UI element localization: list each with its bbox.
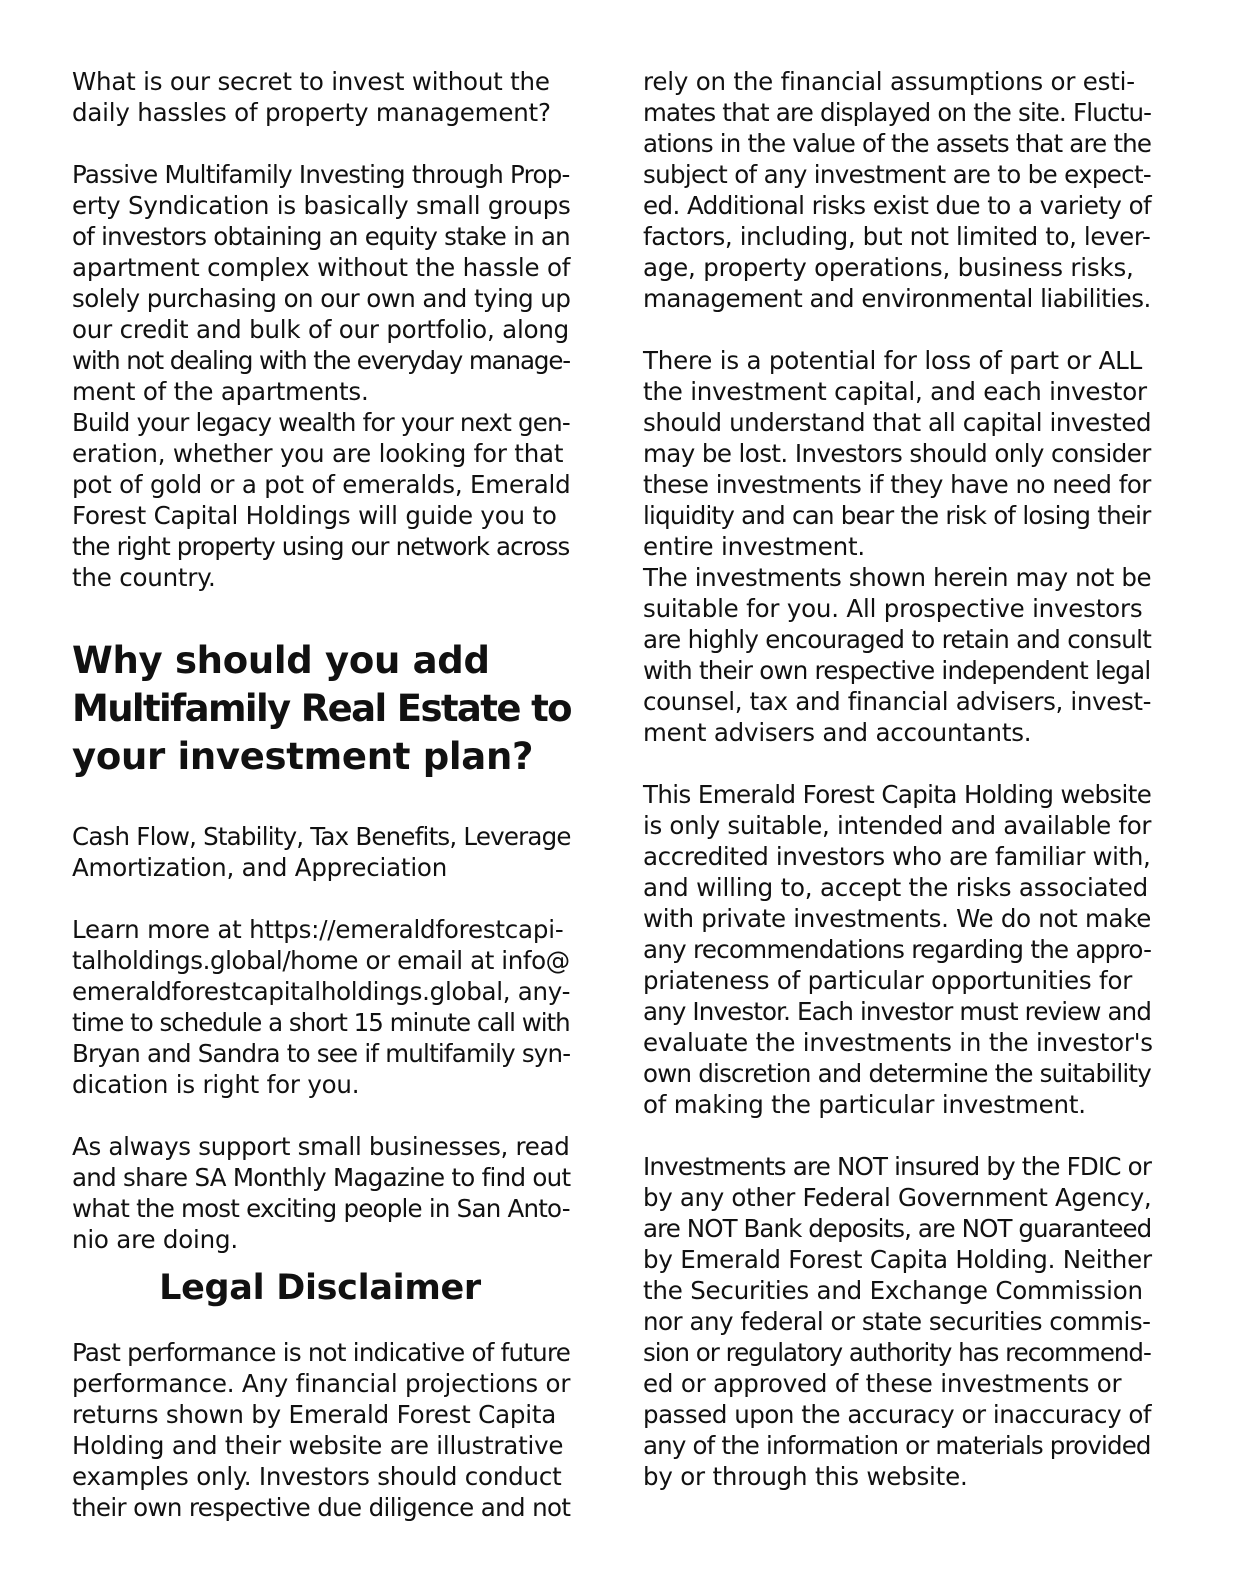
accredited-paragraph: [643, 779, 1153, 1120]
past-performance-paragraph: [72, 1337, 572, 1523]
text-line: are NOT Bank deposits, are NOT guaranteed: [643, 1214, 1152, 1243]
text-line: emeraldforestcapitalholdings.global, any-: [72, 977, 571, 1006]
text-line: Cash Flow, Stability, Tax Benefits, Leverage: [72, 822, 571, 851]
text-line: evaluate the investments in the investor's: [643, 1028, 1153, 1057]
text-line: time to schedule a short 15 minute call with: [72, 1008, 570, 1037]
intro-question: [72, 66, 572, 128]
text-line: accredited investors who are familiar with,: [643, 842, 1151, 871]
text-line: ations in the value of the assets that are the: [643, 129, 1152, 158]
text-line: and willing to, accept the risks associated: [643, 873, 1148, 902]
text-line: ed or approved of these investments or: [643, 1369, 1122, 1398]
text-line: and share SA Monthly Magazine to find out: [72, 1163, 571, 1192]
right-column: [643, 66, 1153, 1492]
text-line: our credit and bulk of our portfolio, along: [72, 315, 570, 344]
text-line: their own respective due diligence and not: [72, 1493, 571, 1522]
left-column: [72, 66, 572, 1523]
text-line: Forest Capital Holdings will guide you to: [72, 501, 557, 530]
text-line: mates that are displayed on the site. Fluctu-: [643, 98, 1152, 127]
text-line: This Emerald Forest Capita Holding website: [643, 780, 1152, 809]
heading-line: Why should you add: [72, 639, 490, 682]
text-line: Learn more at https://emeraldforestcapi-: [72, 915, 564, 944]
text-line: priateness of particular opportunities for: [643, 966, 1133, 995]
text-line: any Investor. Each investor must review and: [643, 997, 1152, 1026]
text-line: should understand that all capital invested: [643, 408, 1152, 437]
assumptions-paragraph: [643, 66, 1153, 314]
text-line: of investors obtaining an equity stake in an: [72, 222, 570, 251]
text-line: by Emerald Forest Capita Holding. Neither: [643, 1245, 1152, 1274]
text-line: is only suitable, intended and available for: [643, 811, 1152, 840]
text-line: apartment complex without the hassle of: [72, 253, 571, 282]
text-line: pot of gold or a pot of emeralds, Emerald: [72, 470, 571, 499]
text-line: examples only. Investors should conduct: [72, 1462, 562, 1491]
text-line: As always support small businesses, read: [72, 1132, 570, 1161]
heading-line: your investment plan?: [72, 735, 534, 778]
loss-risk-paragraph: [643, 345, 1153, 748]
text-line: nor any federal or state securities commis-: [643, 1307, 1151, 1336]
text-line: suitable for you. All prospective investors: [643, 594, 1143, 623]
text-line: sion or regulatory authority has recommend-: [643, 1338, 1151, 1367]
text-line: the country.: [72, 563, 216, 592]
text-line: ment advisers and accountants.: [643, 718, 1032, 747]
support-paragraph: [72, 1131, 572, 1255]
text-line: Amortization, and Appreciation: [72, 853, 448, 882]
text-line: dication is right for you.: [72, 1070, 360, 1099]
text-line: ment of the apartments.: [72, 377, 369, 406]
text-line: What is our secret to invest without the: [72, 67, 550, 96]
heading-line: Multifamily Real Estate to: [72, 687, 571, 730]
text-line: age, property operations, business risks,: [643, 253, 1134, 282]
text-line: any of the information or materials provided: [643, 1431, 1151, 1460]
syndication-paragraph: [72, 159, 572, 593]
not-insured-paragraph: [643, 1151, 1153, 1492]
text-line: Build your legacy wealth for your next gen-: [72, 408, 570, 437]
why-heading: [72, 637, 572, 781]
text-line: the right property using our network across: [72, 532, 570, 561]
text-line: liquidity and can bear the risk of losing their: [643, 501, 1151, 530]
text-line: Investments are NOT insured by the FDIC or: [643, 1152, 1152, 1181]
text-line: There is a potential for loss of part or ALL: [643, 346, 1143, 375]
legal-disclaimer-heading: Legal Disclaimer: [159, 1268, 481, 1308]
text-line: are highly encouraged to retain and consult: [643, 625, 1152, 654]
text-line: by any other Federal Government Agency,: [643, 1183, 1152, 1212]
text-line: subject of any investment are to be expect-: [643, 160, 1152, 189]
text-line: the investment capital, and each investor: [643, 377, 1147, 406]
text-line: Passive Multifamily Investing through Prop-: [72, 160, 570, 189]
text-line: Past performance is not indicative of future: [72, 1338, 571, 1367]
text-line: these investments if they have no need for: [643, 470, 1151, 499]
benefits-paragraph: [72, 821, 572, 883]
text-line: what the most exciting people in San Anto-: [72, 1194, 570, 1223]
text-line: passed upon the accuracy or inaccuracy of: [643, 1400, 1152, 1429]
text-line: may be lost. Investors should only consider: [643, 439, 1151, 468]
text-line: entire investment.: [643, 532, 865, 561]
text-line: returns shown by Emerald Forest Capita: [72, 1400, 557, 1429]
text-line: with private investments. We do not make: [643, 904, 1152, 933]
text-line: eration, whether you are looking for that: [72, 439, 564, 468]
learn-more-paragraph: [72, 914, 572, 1100]
text-line: of making the particular investment.: [643, 1090, 1086, 1119]
text-line: management and environmental liabilities.: [643, 284, 1151, 313]
text-line: talholdings.global/home or email at info@: [72, 946, 570, 975]
text-line: by or through this website.: [643, 1462, 968, 1491]
text-line: any recommendations regarding the appro-: [643, 935, 1152, 964]
text-line: the Securities and Exchange Commission: [643, 1276, 1143, 1305]
text-line: own discretion and determine the suitability: [643, 1059, 1151, 1088]
text-line: Bryan and Sandra to see if multifamily syn-: [72, 1039, 571, 1068]
text-line: counsel, tax and financial advisers, invest-: [643, 687, 1152, 716]
text-line: ed. Additional risks exist due to a variety of: [643, 191, 1152, 220]
text-line: nio are doing.: [72, 1225, 238, 1254]
text-line: factors, including, but not limited to, lever-: [643, 222, 1151, 251]
text-line: erty Syndication is basically small groups: [72, 191, 571, 220]
text-line: solely purchasing on our own and tying up: [72, 284, 571, 313]
text-line: The investments shown herein may not be: [643, 563, 1152, 592]
text-line: with not dealing with the everyday manage-: [72, 346, 571, 375]
text-line: performance. Any financial projections or: [72, 1369, 571, 1398]
text-line: with their own respective independent legal: [643, 656, 1151, 685]
text-line: daily hassles of property management?: [72, 98, 551, 127]
text-line: rely on the financial assumptions or esti-: [643, 67, 1135, 96]
text-line: Holding and their website are illustrative: [72, 1431, 564, 1460]
